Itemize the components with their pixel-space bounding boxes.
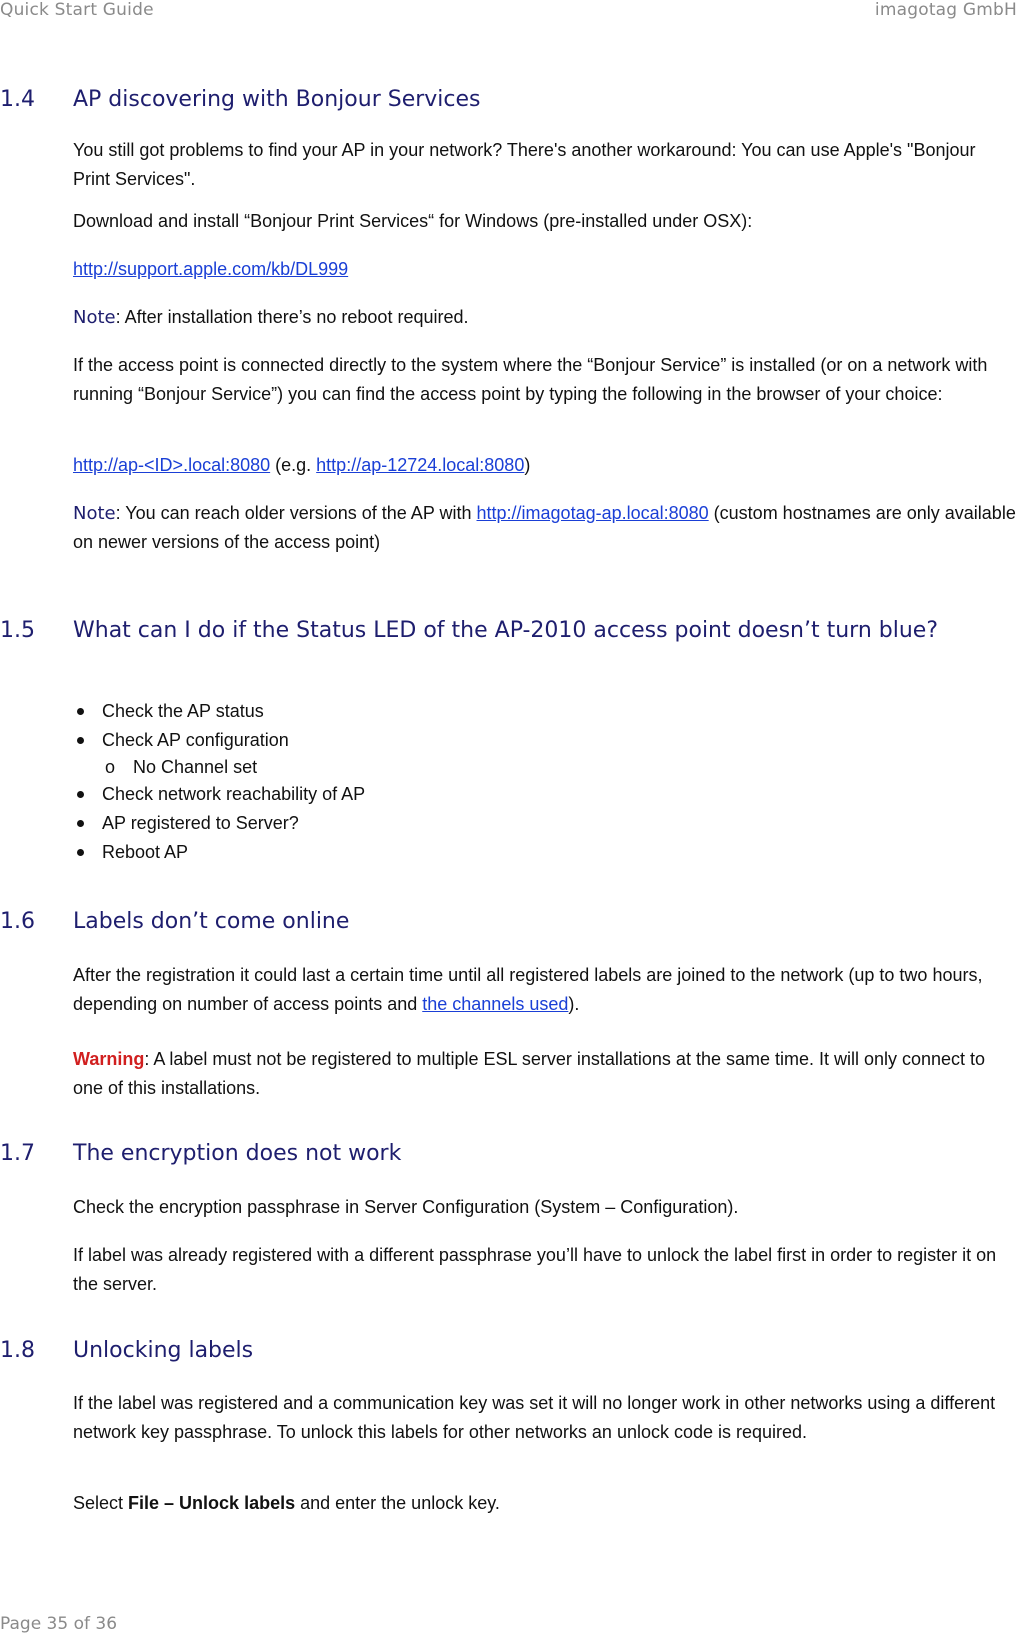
paragraph: [73, 255, 1017, 284]
section-title: The encryption does not work: [73, 1141, 402, 1166]
header-doc-title: Quick Start Guide: [0, 0, 154, 20]
bullet-icon: [77, 791, 84, 798]
note-text: : After installation there’s no reboot required.: [115, 307, 469, 327]
bullet-icon: [77, 708, 84, 715]
paragraph: If the access point is connected directly to the system where the “Bonjour Service” is installed (or on a network with running “Bonjour Service”) you can find the access point by typing the following in the browser of your choice:: [73, 355, 988, 404]
list-subitem: [73, 755, 1017, 780]
note-label: Note: [73, 307, 116, 328]
paragraph: If label was already registered with a different passphrase you’ll have to unlock the label first in order to register it on the server.: [73, 1245, 997, 1294]
link-imagotag-ap-local[interactable]: http://imagotag-ap.local:8080: [476, 503, 709, 523]
list-item: [73, 697, 1017, 726]
link-apple-support[interactable]: http://support.apple.com/kb/DL999: [73, 259, 349, 279]
link-ap-12724-local[interactable]: http://ap-12724.local:8080: [316, 455, 525, 475]
link-ap-id-local[interactable]: http://ap-<ID>.local:8080: [73, 455, 271, 475]
page-number: Page 35 of 36: [0, 1614, 118, 1634]
list-item-text: No Channel set: [133, 757, 258, 777]
bullet-icon: [77, 849, 84, 856]
section-number: 1.6: [0, 909, 35, 934]
paragraph: If the label was registered and a communication key was set it will no longer work in other networks using a different network key passphrase. To unlock this labels for other networks an unlock code is required.: [73, 1393, 996, 1442]
section-number: 1.7: [0, 1141, 35, 1166]
link-channels-used[interactable]: the channels used: [422, 994, 569, 1014]
paragraph: [73, 961, 1017, 1019]
text: (e.g.: [270, 455, 317, 475]
header-company: imagotag GmbH: [874, 0, 1017, 20]
paragraph: [73, 1489, 1017, 1518]
section-number: 1.8: [0, 1338, 35, 1363]
section-title: What can I do if the Status LED of the AP-2010 access point doesn’t turn blue?: [73, 618, 938, 643]
list-item: [73, 838, 1017, 867]
bullet-icon: [77, 737, 84, 744]
paragraph: You still got problems to find your AP in your network? There's another workaround: You can use Apple's "Bonjour Print Services".: [73, 140, 976, 189]
text: After the registration it could last a certain time until all registered labels are joined to the network (up to two hours, depending on number of access points and: [73, 965, 983, 1014]
menu-path-text: File – Unlock labels: [128, 1493, 296, 1513]
list-item-text: Check the AP status: [102, 701, 264, 721]
paragraph: [73, 451, 1017, 480]
note-paragraph: [73, 303, 1017, 332]
text: ).: [568, 994, 580, 1014]
section-title: AP discovering with Bonjour Services: [73, 87, 481, 112]
note-text: : You can reach older versions of the AP with: [115, 503, 477, 523]
section-number: 1.4: [0, 87, 35, 112]
list-item-text: AP registered to Server?: [102, 813, 299, 833]
bullet-list: [73, 697, 1017, 867]
list-item-text: Check AP configuration: [102, 730, 289, 750]
list-item-text: Check network reachability of AP: [102, 784, 366, 804]
bullet-icon: [77, 820, 84, 827]
note-label: Note: [73, 503, 116, 524]
list-item-text: Reboot AP: [102, 842, 189, 862]
text: Select: [73, 1493, 129, 1513]
text: and enter the unlock key.: [295, 1493, 500, 1513]
section-number: 1.5: [0, 618, 35, 643]
section-title: Unlocking labels: [73, 1338, 254, 1363]
list-item: [73, 809, 1017, 838]
paragraph: Check the encryption passphrase in Server Configuration (System – Configuration).: [73, 1197, 739, 1217]
warning-label: Warning: [73, 1049, 145, 1069]
circle-bullet-icon: o: [105, 757, 116, 777]
section-title: Labels don’t come online: [73, 909, 350, 934]
paragraph: Download and install “Bonjour Print Services“ for Windows (pre-installed under OSX):: [73, 211, 753, 231]
text: ): [524, 455, 531, 475]
note-text: (custom hostnames are only available on newer versions of the access point): [73, 503, 1016, 552]
note-paragraph: [73, 499, 1017, 557]
list-item: [73, 780, 1017, 809]
warning-paragraph: [73, 1045, 1017, 1103]
warning-text: : A label must not be registered to multiple ESL server installations at the same time. It will only connect to one of this installations.: [73, 1049, 986, 1098]
list-item: [73, 726, 1017, 755]
